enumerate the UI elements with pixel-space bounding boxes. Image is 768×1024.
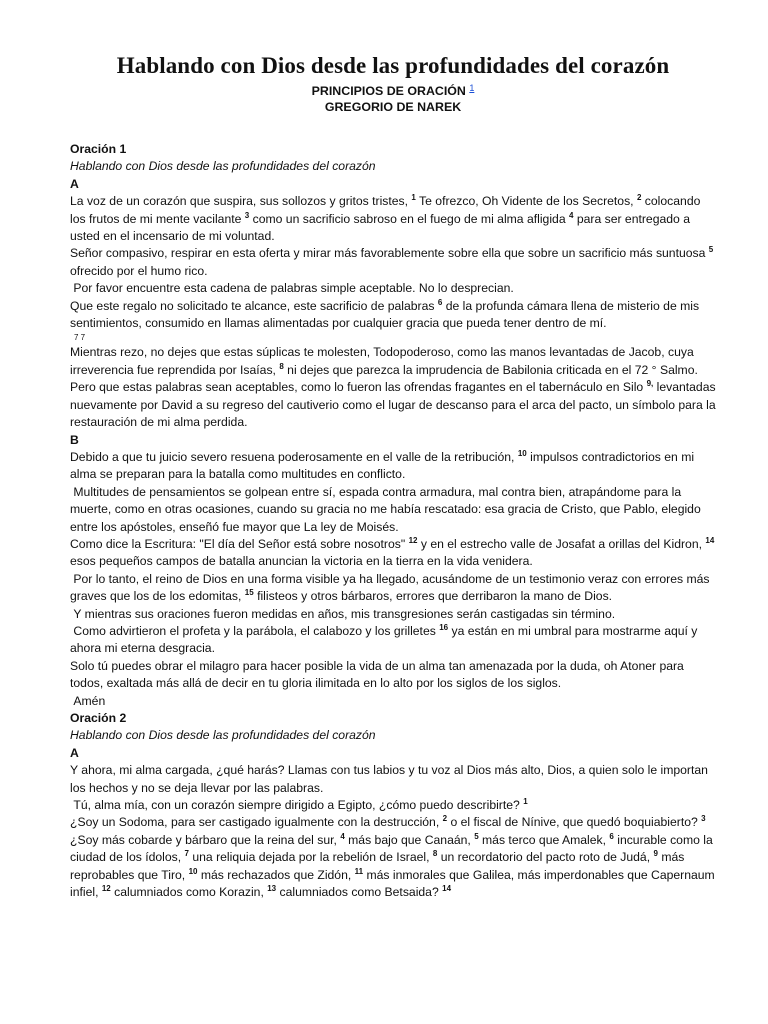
text-run: más rechazados que Zidón, [197,867,355,882]
paragraph [70,797,716,814]
amen-line: Amén [70,693,106,708]
footnote-ref[interactable]: 2 [442,814,448,824]
paragraph: Y ahora, mi alma cargada, ¿qué harás? Llamas con tus labios y tu voz al Dios más alto, Dios, a quien solo le importan los hechos y no se deja llevar por las palabras. [70,763,708,795]
footnote-ref[interactable]: 7 [184,849,189,859]
text-run: calumniados como Korazin, [110,885,268,900]
footnote-ref[interactable]: 3 [701,814,706,824]
paragraph: Por favor encuentre esta cadena de palabras simple aceptable. No lo desprecian. [70,281,514,296]
prayer-1-section-a: A [70,176,79,191]
footnote-ref[interactable]: 16 [439,622,449,632]
prayer-1-heading: Oración 1 [70,142,127,156]
text-run: Mientras rezo, no dejes que estas súplicas te molesten, Todopoderoso, como las manos levantadas de Jacob, cuya irreverencia fue reprendida por Isaías, [70,345,694,377]
text-run: más reprobables que Tiro, [70,850,685,882]
footnote-ref[interactable]: 15 [244,588,254,598]
text-run: calumniados como Betsaida? [276,885,443,900]
text-run: colocando los frutos de mi mente vacilante [70,194,701,226]
footnote-ref[interactable]: 1 [523,797,528,807]
footnote-ref[interactable]: 14 [705,535,715,545]
text-run: Tú, alma mía, con un corazón siempre dirigido a Egipto, ¿cómo puedo describirte? [70,798,524,813]
text-run: Por lo tanto, el reino de Dios en una forma visible ya ha llegado, acusándome de un testimonio veraz con errores más graves que los de los edomitas, [70,571,713,604]
document-body [70,141,716,901]
text-run: Te ofrezco, Oh Vidente de los Secretos, [415,194,637,209]
text-run: ofrecido por el humo rico. [70,263,208,278]
text-run: y en el estrecho valle de Josafat a orillas del Kidron, [417,536,706,551]
footnote-ref[interactable]: 9 [653,849,658,859]
footnote-ref[interactable]: 8 [432,849,438,859]
text-run: o el fiscal de Nínive, que quedó boquiabierto? [447,815,702,830]
document-title: Hablando con Dios desde las profundidades del corazón [116,53,670,78]
footnote-ref[interactable]: 10 [188,866,198,876]
paragraph [70,193,716,245]
footnote-ref[interactable]: 13 [267,884,277,894]
paragraph [70,379,716,431]
footnote-ref[interactable]: 4 [340,831,345,841]
text-run: Que este regalo no solicitado te alcance, este sacrificio de palabras [70,298,438,313]
paragraph: Multitudes de pensamientos se golpean entre sí, espada contra armadura, mal contra bien, atrapándome para la muerte, como en otras ocasiones, cuando su gracia no me había rescatado: esa gracia de Cristo, que Pablo, elegido entre los apóstoles, enseñó fue mayor que La ley de Moisés. [70,484,705,534]
text-run: La voz de un corazón que suspira, sus sollozos y gritos tristes, [70,194,412,209]
text-run: Señor compasivo, respirar en esta oferta y mirar más favorablemente sobre ella que sobre un sacrificio más suntuosa [70,246,709,261]
paragraph [70,449,716,484]
text-run: ¿Soy un Sodoma, para ser castigado igualmente con la destrucción, [70,815,443,830]
footnote-ref[interactable]: 6 [609,831,614,841]
footnote-ref[interactable]: 9, [646,379,654,389]
footnote-ref[interactable]: 1 [411,193,416,203]
text-run: más inmorales que Galilea, más imperdonables que Capernaum infiel, [70,867,715,900]
document-author: GREGORIO DE NAREK [324,100,462,114]
text-run: como un sacrificio sabroso en el fuego de mi alma afligida [249,211,569,226]
text-run: más terco que Amalek, [478,832,610,847]
paragraph [70,623,716,658]
text-run: más bajo que Canaán, [344,832,475,847]
footnote-marker: 7 7 [74,333,86,343]
text-run: filisteos y otros bárbaros, errores que derribaron la mano de Dios. [253,589,613,604]
subtitle-footnote-link[interactable]: 1 [469,83,475,93]
paragraph [70,536,716,571]
prayer-2-heading: Oración 2 [70,711,127,725]
prayer-2-subheading: Hablando con Dios desde las profundidades del corazón [70,728,376,743]
paragraph [70,814,716,831]
text-run: Pero que estas palabras sean aceptables, como lo fueron las ofrendas fragantes en el tabernáculo en Silo [70,380,647,395]
document-subtitle [70,80,716,99]
footnote-ref[interactable]: 14 [442,884,452,894]
footnote-ref[interactable]: 4 [568,210,574,220]
paragraph [70,344,716,379]
text-run: ni dejes que parezca la imprudencia de Babilonia criticada en el 72 ° Salmo. [283,362,698,377]
footnote-ref[interactable]: 2 [636,193,642,203]
paragraph: Solo tú puedes obrar el milagro para hacer posible la vida de un alma tan amenazada por la duda, oh Atoner para todos, exaltada más allá de decir en tu gloria ilimitada en lo alto por los siglos de los siglos. [70,658,684,691]
footnote-ref[interactable]: 5 [474,831,479,841]
text-run: incurable como la ciudad de los ídolos, [70,832,713,865]
text-run: levantadas nuevamente por David a su regreso del cautiverio como el lugar de descanso para el arca del pacto, un símbolo para la restauración de mi alma perdida. [70,380,716,430]
footnote-ref[interactable]: 10 [517,448,527,458]
text-run: esos pequeños campos de batalla anuncian la victoria en la tierra en la vida venidera. [70,554,533,569]
paragraph [70,571,716,606]
footnote-ref[interactable]: 12 [101,884,111,894]
subtitle-text: PRINCIPIOS DE ORACIÓN [311,84,466,98]
footnote-ref[interactable]: 12 [408,535,418,545]
prayer-1-subheading: Hablando con Dios desde las profundidades del corazón [70,159,376,174]
text-run: para ser entregado a usted en el incensario de mi voluntad. [70,211,690,244]
footnote-ref[interactable]: 6 [437,297,443,307]
paragraph [70,245,716,280]
footnote-ref[interactable]: 11 [354,866,364,876]
text-run: de la profunda cámara llena de misterio de mis sentimientos, consumido en llamas alimentadas por cualquier gracia que pueda tener dentro de mí. [70,298,700,331]
footnote-ref[interactable]: 3 [244,210,250,220]
prayer-2-section-a: A [70,745,79,760]
text-run: Debido a que tu juicio severo resuena poderosamente en el valle de la retribución, [70,449,518,464]
text-run: Como dice la Escritura: "El día del Señor está sobre nosotros" [70,536,409,551]
text-run: un recordatorio del pacto roto de Judá, [437,850,654,865]
paragraph [70,298,716,333]
prayer-1-section-b: B [70,432,79,447]
text-run: una reliquia dejada por la rebelión de Israel, [188,850,433,865]
footnote-ref[interactable]: 8 [279,361,284,371]
text-run: Como advirtieron el profeta y la parábola, el calabozo y los grilletes [70,623,440,638]
footnote-ref[interactable]: 5 [708,245,714,255]
paragraph: Y mientras sus oraciones fueron medidas en años, mis transgresiones serán castigadas sin término. [70,606,616,621]
text-run: impulsos contradictorios en mi alma se preparan para la batalla como multitudes en conflicto. [70,449,695,482]
paragraph [70,832,716,902]
text-run: ¿Soy más cobarde y bárbaro que la reina del sur, [70,832,341,847]
text-run: ya están en mi umbral para mostrarme aquí y ahora mi eterna desgracia. [70,623,701,656]
